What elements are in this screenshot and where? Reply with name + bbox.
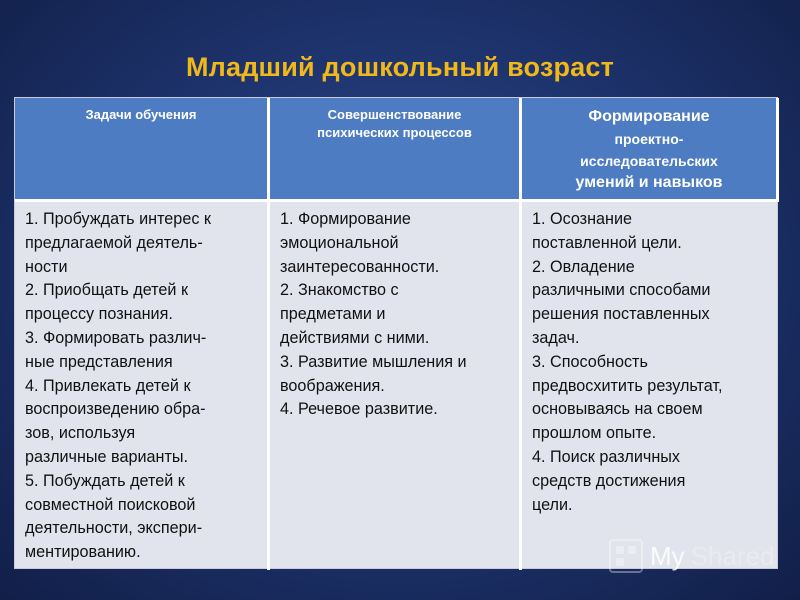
cell-line: предлагаемой деятель- (25, 233, 203, 252)
cell-line: задач. (532, 328, 580, 347)
cell-line: 1. Пробуждать интерес к (25, 210, 211, 228)
cell-mental-processes (270, 199, 522, 570)
header-mental-processes (270, 98, 522, 199)
cell-line: 1. Осознание (532, 210, 633, 228)
cell-line: 3. Способность (532, 352, 648, 371)
header-line: Формирование (588, 108, 710, 125)
header-line: психических процессов (317, 125, 472, 140)
header-research-skills (522, 98, 779, 199)
cell-line: ности (25, 257, 68, 276)
cell-line: прошлом опыте. (532, 424, 657, 443)
cell-line: ментированию. (25, 543, 141, 562)
header-line: Совершенствование (327, 107, 462, 122)
cell-line: 4. Привлекать детей к (25, 376, 191, 395)
cell-line: ные представления (25, 352, 173, 371)
cell-line: 2. Овладение (532, 257, 635, 276)
watermark-text-faint: Shared (690, 540, 775, 571)
cell-line: совместной поисковой (25, 495, 196, 514)
watermark-text: My (650, 540, 685, 571)
header-line: проектно- (614, 131, 684, 147)
cell-line: воспроизведению обра- (25, 400, 206, 419)
cell-line: заинтересованности. (280, 257, 440, 276)
cell-line: действиями с ними. (280, 328, 430, 347)
cell-line: цели. (532, 495, 573, 514)
cell-line: воображения. (280, 376, 385, 395)
cell-line: решения поставленных (532, 305, 710, 324)
header-line: исследовательских (580, 153, 718, 169)
cell-line: средств достижения (532, 471, 686, 490)
cell-line: 2. Приобщать детей к (25, 281, 189, 300)
cell-line: зов, используя (25, 424, 136, 443)
cell-line: процессу познания. (25, 305, 173, 324)
cell-line: различные варианты. (25, 447, 189, 466)
cell-line: 4. Речевое развитие. (280, 400, 438, 419)
mywebshare-logo-icon (608, 538, 644, 574)
cell-line: предвосхитить результат, (532, 376, 723, 395)
cell-line: 4. Поиск различных (532, 447, 681, 466)
comparison-table (14, 97, 778, 569)
cell-learning-tasks (15, 199, 270, 570)
watermark (608, 538, 775, 574)
cell-line: поставленной цели. (532, 233, 682, 252)
cell-line: основываясь на своем (532, 400, 703, 419)
header-line: умений и навыков (575, 174, 723, 191)
header-learning-tasks (15, 98, 270, 199)
cell-line: деятельности, экспери- (25, 519, 203, 538)
cell-line: различными способами (532, 281, 711, 300)
cell-line: 2. Знакомство с (280, 281, 399, 300)
cell-line: 5. Побуждать детей к (25, 471, 185, 490)
cell-line: предметами и (280, 305, 386, 324)
cell-research-skills (522, 199, 779, 570)
cell-line: 1. Формирование (280, 210, 411, 228)
cell-line: эмоциональной (280, 233, 399, 252)
cell-line: 3. Формировать различ- (25, 328, 207, 347)
slide-title: Младший дошкольный возраст (185, 52, 615, 82)
cell-line: 3. Развитие мышления и (280, 352, 467, 371)
header-line: Задачи обучения (85, 107, 197, 122)
